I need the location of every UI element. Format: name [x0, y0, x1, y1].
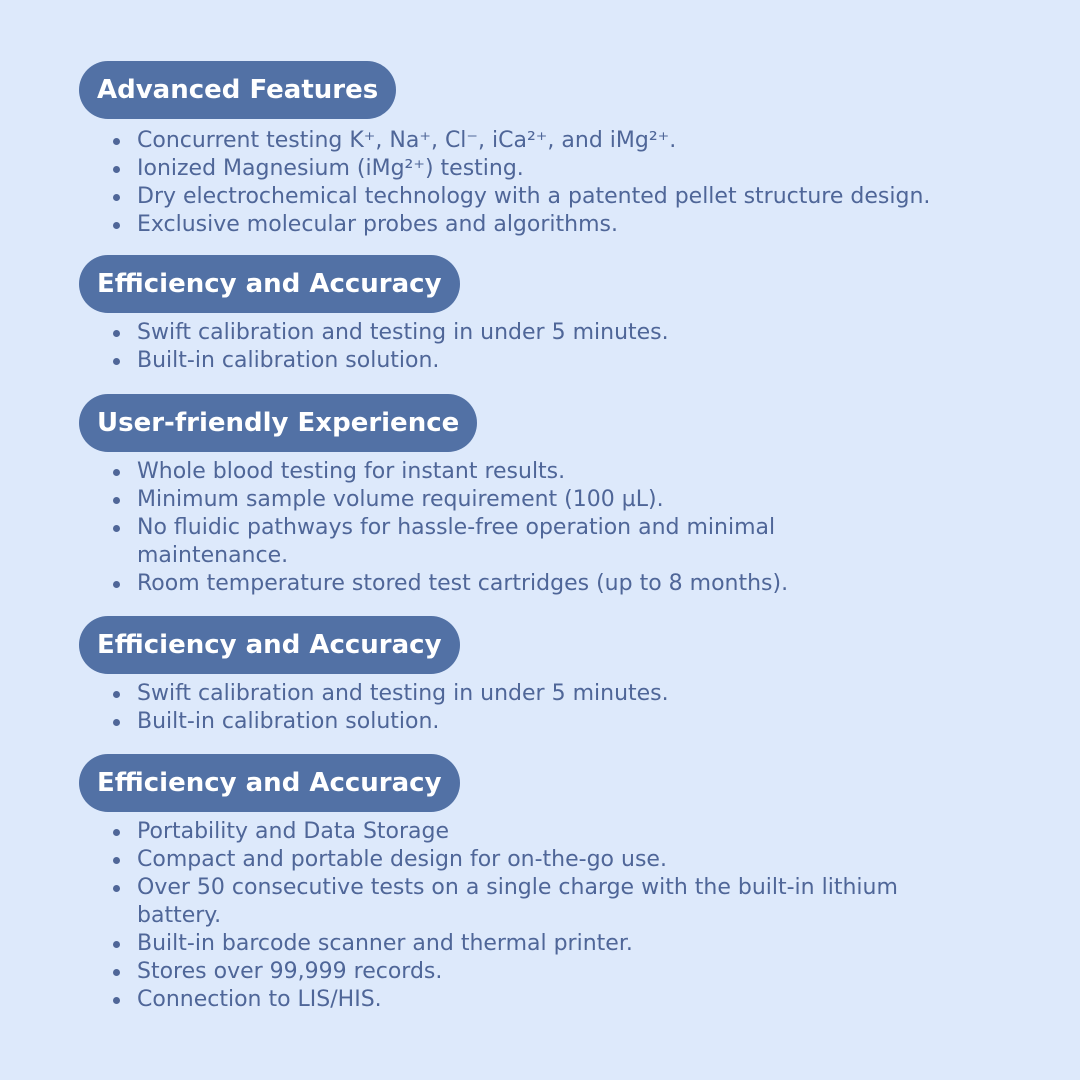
bullet-list [79, 680, 1039, 736]
list-item: Over 50 consecutive tests on a single charge with the built-in lithium battery. [79, 874, 1039, 930]
list-item: Connection to LIS/HIS. [79, 986, 1039, 1014]
bullet-dot-icon [113, 969, 120, 976]
bullet-dot-icon [113, 719, 120, 726]
section-efficiency-accuracy [79, 255, 1039, 375]
list-item: Room temperature stored test cartridges (up to 8 months). [79, 570, 1039, 598]
list-item: Built-in barcode scanner and thermal printer. [79, 930, 1039, 958]
bullet-list [79, 127, 1039, 239]
bullet-dot-icon [113, 330, 120, 337]
list-item: Whole blood testing for instant results. [79, 458, 1039, 486]
bullet-list [79, 319, 1039, 375]
list-item: Swift calibration and testing in under 5 minutes. [79, 319, 1039, 347]
section-heading: Advanced Features [79, 61, 396, 119]
bullet-list [79, 458, 1039, 598]
bullet-dot-icon [113, 691, 120, 698]
bullet-dot-icon [113, 497, 120, 504]
bullet-dot-icon [113, 358, 120, 365]
list-item: Exclusive molecular probes and algorithms. [79, 211, 1039, 239]
bullet-dot-icon [113, 138, 120, 145]
section-heading: User-friendly Experience [79, 394, 477, 452]
bullet-dot-icon [113, 469, 120, 476]
bullet-dot-icon [113, 166, 120, 173]
section-efficiency-accuracy-2 [79, 616, 1039, 736]
list-item: Compact and portable design for on-the-go use. [79, 846, 1039, 874]
bullet-dot-icon [113, 885, 120, 892]
list-item: Minimum sample volume requirement (100 µL). [79, 486, 1039, 514]
bullet-dot-icon [113, 857, 120, 864]
section-user-friendly-experience [79, 394, 1039, 598]
list-item: Ionized Magnesium (iMg²⁺) testing. [79, 155, 1039, 183]
section-efficiency-accuracy-3 [79, 754, 1039, 1014]
bullet-dot-icon [113, 525, 120, 532]
bullet-dot-icon [113, 997, 120, 1004]
section-advanced-features [79, 61, 1039, 239]
bullet-dot-icon [113, 222, 120, 229]
list-item: Portability and Data Storage [79, 818, 1039, 846]
section-heading: Efficiency and Accuracy [79, 255, 460, 313]
section-heading: Efficiency and Accuracy [79, 754, 460, 812]
bullet-dot-icon [113, 829, 120, 836]
section-heading: Efficiency and Accuracy [79, 616, 460, 674]
list-item: Swift calibration and testing in under 5 minutes. [79, 680, 1039, 708]
list-item: Concurrent testing K⁺, Na⁺, Cl⁻, iCa²⁺, and iMg²⁺. [79, 127, 1039, 155]
list-item: Built-in calibration solution. [79, 708, 1039, 736]
list-item: No fluidic pathways for hassle-free operation and minimal maintenance. [79, 514, 1039, 570]
list-item: Stores over 99,999 records. [79, 958, 1039, 986]
bullet-dot-icon [113, 194, 120, 201]
bullet-dot-icon [113, 581, 120, 588]
list-item: Dry electrochemical technology with a patented pellet structure design. [79, 183, 1039, 211]
bullet-dot-icon [113, 941, 120, 948]
bullet-list [79, 818, 1039, 1014]
list-item: Built-in calibration solution. [79, 347, 1039, 375]
